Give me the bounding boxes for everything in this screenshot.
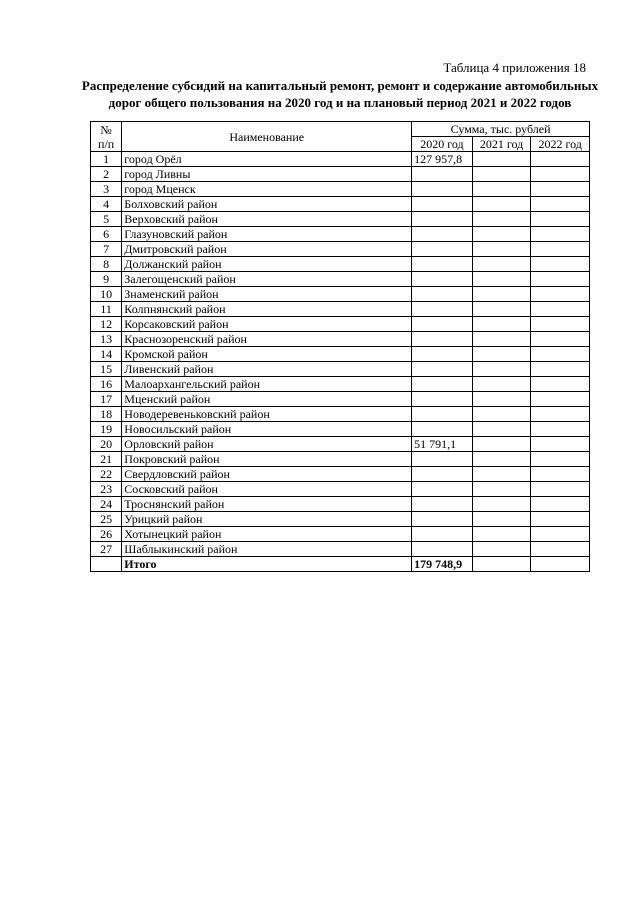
row-value-2022 xyxy=(531,452,590,467)
row-value-2020 xyxy=(412,542,473,557)
row-name: Дмитровский район xyxy=(122,242,412,257)
table-row xyxy=(91,437,590,452)
row-value-2020 xyxy=(412,227,473,242)
row-value-2020 xyxy=(412,467,473,482)
row-value-2020 xyxy=(412,197,473,212)
appendix-reference: Таблица 4 приложения 18 xyxy=(443,60,586,75)
table-row xyxy=(91,542,590,557)
row-value-2021 xyxy=(472,467,531,482)
row-value-2021 xyxy=(472,227,531,242)
row-name: Должанский район xyxy=(122,257,412,272)
row-value-2022 xyxy=(531,332,590,347)
row-value-2021 xyxy=(472,392,531,407)
table-row xyxy=(91,257,590,272)
document-title xyxy=(80,77,600,111)
table-total-row xyxy=(91,557,590,572)
column-header-sum: Сумма, тыс. рублей xyxy=(412,122,590,137)
row-value-2020 xyxy=(412,422,473,437)
row-value-2020 xyxy=(412,347,473,362)
row-value-2022 xyxy=(531,527,590,542)
row-number: 27 xyxy=(91,542,122,557)
row-number: 18 xyxy=(91,407,122,422)
row-value-2021 xyxy=(472,407,531,422)
table-row xyxy=(91,197,590,212)
table-row xyxy=(91,497,590,512)
row-value-2020 xyxy=(412,272,473,287)
row-value-2021 xyxy=(472,167,531,182)
column-header-2020: 2020 год xyxy=(412,137,473,152)
row-value-2021 xyxy=(472,527,531,542)
table-row xyxy=(91,152,590,167)
row-name: Новодеревеньковский район xyxy=(122,407,412,422)
row-name: Знаменский район xyxy=(122,287,412,302)
row-number: 22 xyxy=(91,467,122,482)
row-name: Орловский район xyxy=(122,437,412,452)
row-name: Колпнянский район xyxy=(122,302,412,317)
row-value-2020 xyxy=(412,362,473,377)
row-number: 5 xyxy=(91,212,122,227)
row-value-2021 xyxy=(472,512,531,527)
row-value-2021 xyxy=(472,182,531,197)
total-value-2022 xyxy=(531,557,590,572)
row-name: Краснозоренский район xyxy=(122,332,412,347)
row-value-2021 xyxy=(472,287,531,302)
row-value-2022 xyxy=(531,422,590,437)
table-row xyxy=(91,422,590,437)
row-number: 26 xyxy=(91,527,122,542)
row-value-2020 xyxy=(412,242,473,257)
row-value-2021 xyxy=(472,332,531,347)
row-name: Залегощенский район xyxy=(122,272,412,287)
total-number xyxy=(91,557,122,572)
row-value-2020 xyxy=(412,407,473,422)
row-value-2021 xyxy=(472,212,531,227)
row-number: 15 xyxy=(91,362,122,377)
row-value-2022 xyxy=(531,407,590,422)
row-value-2021 xyxy=(472,302,531,317)
row-value-2021 xyxy=(472,362,531,377)
row-name: город Мценск xyxy=(122,182,412,197)
total-value-2021 xyxy=(472,557,531,572)
row-name: Хотынецкий район xyxy=(122,527,412,542)
table-row xyxy=(91,527,590,542)
row-value-2020: 51 791,1 xyxy=(412,437,473,452)
row-value-2021 xyxy=(472,257,531,272)
title-line-1: Распределение субсидий на капитальный ремонт, ремонт и содержание автомобильных xyxy=(81,78,599,93)
row-name: Корсаковский район xyxy=(122,317,412,332)
row-value-2022 xyxy=(531,482,590,497)
row-value-2022 xyxy=(531,362,590,377)
row-value-2022 xyxy=(531,467,590,482)
column-header-number-line2: п/п xyxy=(98,136,115,151)
row-value-2021 xyxy=(472,377,531,392)
total-label: Итого xyxy=(122,557,412,572)
row-name: Глазуновский район xyxy=(122,227,412,242)
row-value-2022 xyxy=(531,272,590,287)
row-number: 17 xyxy=(91,392,122,407)
row-name: Мценский район xyxy=(122,392,412,407)
row-value-2022 xyxy=(531,302,590,317)
row-number: 24 xyxy=(91,497,122,512)
row-value-2022 xyxy=(531,227,590,242)
row-value-2022 xyxy=(531,197,590,212)
table-row xyxy=(91,287,590,302)
row-number: 13 xyxy=(91,332,122,347)
row-name: Кромской район xyxy=(122,347,412,362)
row-value-2021 xyxy=(472,437,531,452)
row-number: 16 xyxy=(91,377,122,392)
row-value-2020 xyxy=(412,167,473,182)
row-number: 21 xyxy=(91,452,122,467)
row-name: Сосковский район xyxy=(122,482,412,497)
row-number: 20 xyxy=(91,437,122,452)
column-header-2021: 2021 год xyxy=(472,137,531,152)
row-value-2022 xyxy=(531,317,590,332)
row-name: Троснянский район xyxy=(122,497,412,512)
row-value-2020 xyxy=(412,377,473,392)
row-name: Покровский район xyxy=(122,452,412,467)
row-name: Шаблыкинский район xyxy=(122,542,412,557)
total-value-2020: 179 748,9 xyxy=(412,557,473,572)
row-value-2021 xyxy=(472,197,531,212)
row-value-2020 xyxy=(412,527,473,542)
row-name: Новосильский район xyxy=(122,422,412,437)
title-line-2: дорог общего пользования на 2020 год и на плановый период 2021 и 2022 годов xyxy=(108,95,572,110)
row-value-2020 xyxy=(412,392,473,407)
row-value-2021 xyxy=(472,452,531,467)
row-value-2022 xyxy=(531,542,590,557)
column-header-number xyxy=(91,122,122,152)
subsidy-table xyxy=(90,121,590,572)
row-value-2022 xyxy=(531,212,590,227)
row-value-2022 xyxy=(531,377,590,392)
row-number: 14 xyxy=(91,347,122,362)
row-value-2021 xyxy=(472,152,531,167)
row-value-2022 xyxy=(531,152,590,167)
row-number: 12 xyxy=(91,317,122,332)
row-name: Верховский район xyxy=(122,212,412,227)
row-number: 23 xyxy=(91,482,122,497)
column-header-name: Наименование xyxy=(122,122,412,152)
row-value-2022 xyxy=(531,167,590,182)
column-header-number-line1: № xyxy=(100,122,112,137)
row-value-2022 xyxy=(531,287,590,302)
row-value-2021 xyxy=(472,347,531,362)
row-number: 10 xyxy=(91,287,122,302)
row-value-2020 xyxy=(412,512,473,527)
row-number: 4 xyxy=(91,197,122,212)
row-value-2020 xyxy=(412,302,473,317)
row-name: Ливенский район xyxy=(122,362,412,377)
row-value-2020 xyxy=(412,182,473,197)
row-value-2021 xyxy=(472,317,531,332)
table-row xyxy=(91,302,590,317)
row-number: 25 xyxy=(91,512,122,527)
row-value-2021 xyxy=(472,242,531,257)
table-row xyxy=(91,482,590,497)
row-value-2022 xyxy=(531,182,590,197)
row-number: 2 xyxy=(91,167,122,182)
row-value-2020 xyxy=(412,257,473,272)
row-value-2020 xyxy=(412,317,473,332)
row-name: Свердловский район xyxy=(122,467,412,482)
row-number: 1 xyxy=(91,152,122,167)
row-value-2022 xyxy=(531,437,590,452)
row-value-2021 xyxy=(472,542,531,557)
row-value-2021 xyxy=(472,497,531,512)
row-number: 6 xyxy=(91,227,122,242)
row-value-2021 xyxy=(472,422,531,437)
row-value-2022 xyxy=(531,512,590,527)
row-value-2021 xyxy=(472,482,531,497)
row-value-2020 xyxy=(412,212,473,227)
row-value-2021 xyxy=(472,272,531,287)
table-body xyxy=(91,152,590,572)
row-name: город Ливны xyxy=(122,167,412,182)
row-value-2020 xyxy=(412,287,473,302)
table-row xyxy=(91,377,590,392)
row-name: Болховский район xyxy=(122,197,412,212)
table-row xyxy=(91,452,590,467)
table-row xyxy=(91,317,590,332)
row-number: 7 xyxy=(91,242,122,257)
table-row xyxy=(91,227,590,242)
table-row xyxy=(91,242,590,257)
row-value-2020 xyxy=(412,452,473,467)
row-value-2020 xyxy=(412,497,473,512)
table-header-row xyxy=(91,122,590,137)
table-row xyxy=(91,347,590,362)
row-number: 19 xyxy=(91,422,122,437)
row-number: 3 xyxy=(91,182,122,197)
row-value-2020 xyxy=(412,332,473,347)
row-number: 8 xyxy=(91,257,122,272)
table-row xyxy=(91,212,590,227)
column-header-2022: 2022 год xyxy=(531,137,590,152)
row-value-2022 xyxy=(531,497,590,512)
row-number: 9 xyxy=(91,272,122,287)
table-row xyxy=(91,392,590,407)
row-name: город Орёл xyxy=(122,152,412,167)
table-row xyxy=(91,512,590,527)
table-row xyxy=(91,272,590,287)
row-value-2022 xyxy=(531,392,590,407)
row-value-2022 xyxy=(531,242,590,257)
row-value-2020 xyxy=(412,482,473,497)
table-row xyxy=(91,182,590,197)
row-value-2022 xyxy=(531,347,590,362)
table-row xyxy=(91,407,590,422)
table-row xyxy=(91,332,590,347)
table-row xyxy=(91,362,590,377)
row-number: 11 xyxy=(91,302,122,317)
row-value-2022 xyxy=(531,257,590,272)
row-name: Урицкий район xyxy=(122,512,412,527)
row-name: Малоархангельский район xyxy=(122,377,412,392)
table-row xyxy=(91,467,590,482)
table-row xyxy=(91,167,590,182)
row-value-2020: 127 957,8 xyxy=(412,152,473,167)
